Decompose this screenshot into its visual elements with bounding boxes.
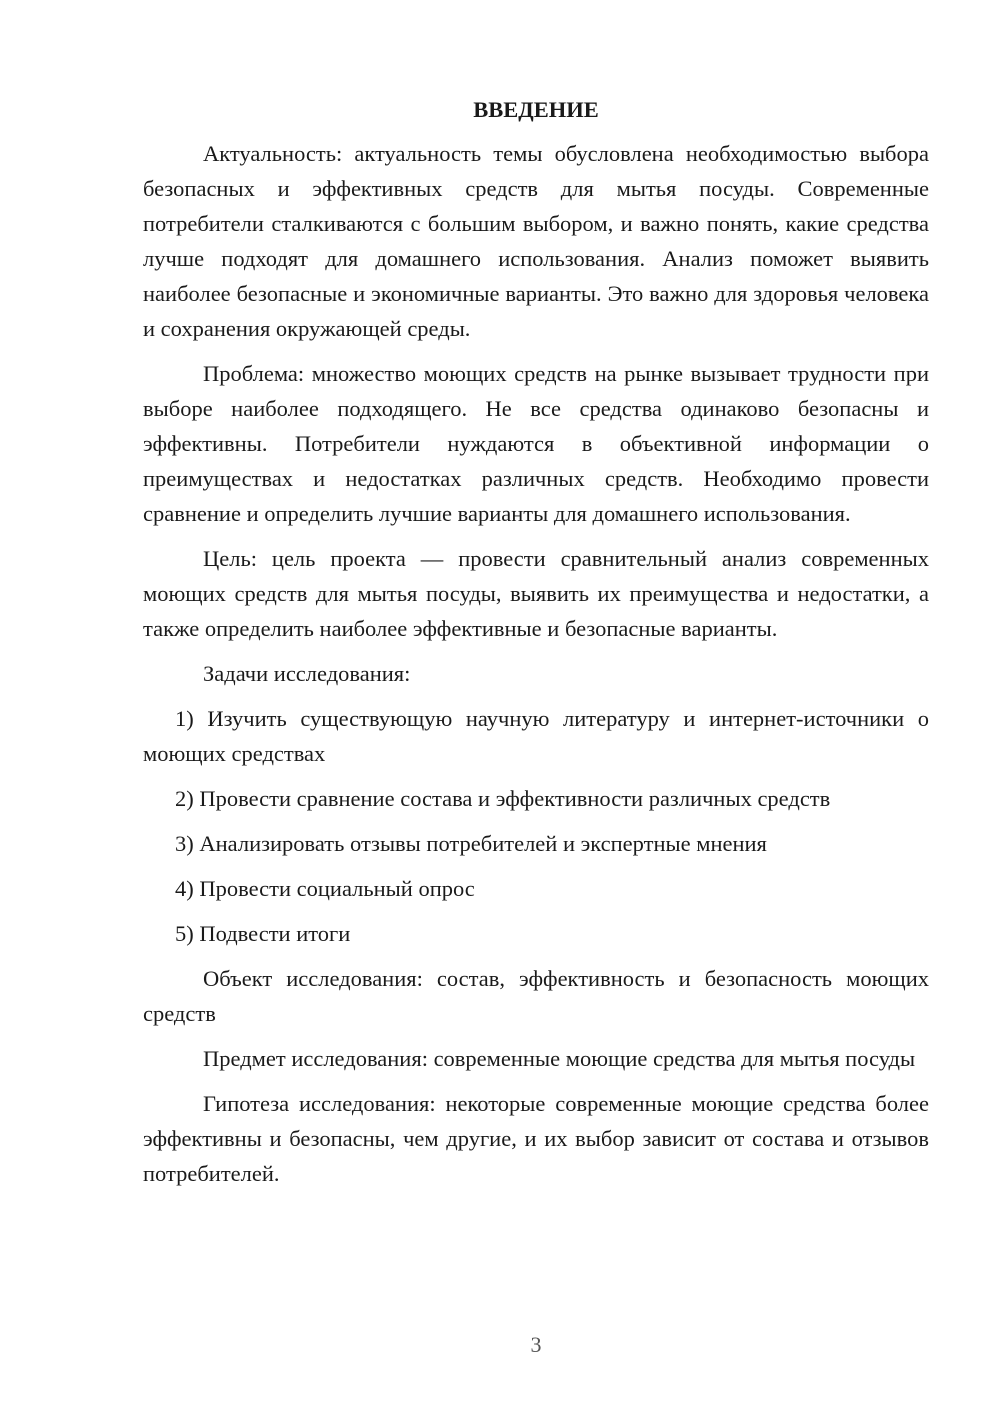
subject-paragraph: Предмет исследования: современные моющие средства для мытья посуды [203,1046,916,1071]
task-item: 5) Подвести итоги [175,921,351,946]
relevance-paragraph: Актуальность: актуальность темы обусловлена необходимостью выбора безопасных и эффективных средств для мытья посуды. Современные потребители сталкиваются с большим выбором, и важно понять, какие средства лучше подходят для домашнего использования. Анализ поможет выявить наиболее безопасные и экономичные варианты. Это важно для здоровья человека и сохранения окружающей среды. [143,141,929,341]
tasks-heading: Задачи исследования: [203,661,411,686]
page-number: 3 [530,1332,542,1357]
page-content [143,92,929,1201]
task-item: 3) Анализировать отзывы потребителей и экспертные мнения [175,831,767,856]
page-heading: ВВЕДЕНИЕ [473,97,599,122]
goal-paragraph: Цель: цель проекта — провести сравнительный анализ современных моющих средств для мытья посуды, выявить их преимущества и недостатки, а также определить наиболее эффективные и безопасные варианты. [143,546,929,641]
problem-paragraph: Проблема: множество моющих средств на рынке вызывает трудности при выборе наиболее подходящего. Не все средства одинаково безопасны и эффективны. Потребители нуждаются в объективной информации о преимуществах и недостатках различных средств. Необходимо провести сравнение и определить лучшие варианты для домашнего использования. [143,361,929,526]
task-item: 4) Провести социальный опрос [175,876,475,901]
task-item: 2) Провести сравнение состава и эффективности различных средств [175,786,831,811]
object-paragraph: Объект исследования: состав, эффективность и безопасность моющих средств [143,966,929,1026]
hypothesis-paragraph: Гипотеза исследования: некоторые современные моющие средства более эффективны и безопасны, чем другие, и их выбор зависит от состава и отзывов потребителей. [143,1091,929,1186]
task-item: 1) Изучить существующую научную литературу и интернет-источники о моющих средствах [143,706,929,766]
